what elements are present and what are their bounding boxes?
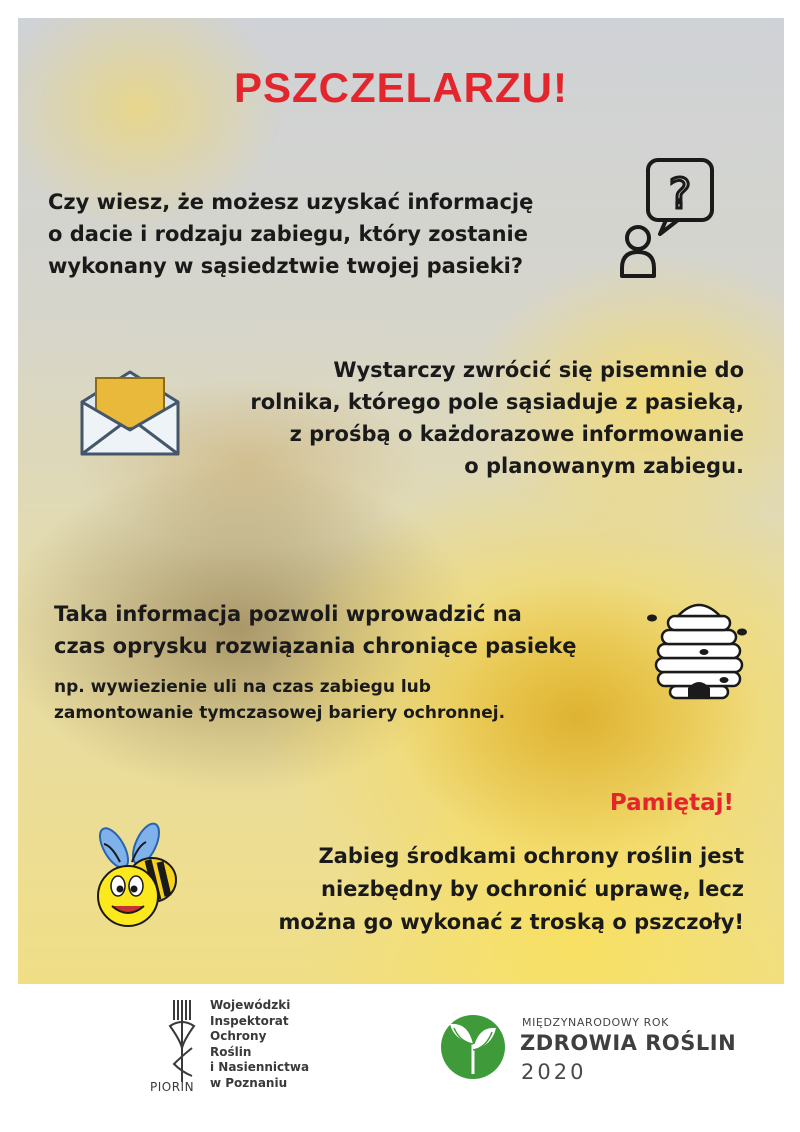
text-line: o dacie i rodzaju zabiegu, który zostanie — [48, 222, 528, 246]
text-line: Wystarczy zwrócić się pisemnie do — [333, 358, 744, 382]
text-line: Roślin — [210, 1044, 252, 1059]
envelope-icon — [78, 368, 182, 458]
closing-paragraph — [279, 840, 745, 939]
example-paragraph — [54, 674, 505, 726]
text-line: np. wywiezienie uli na czas zabiegu lub — [54, 677, 431, 697]
text-line: można go wykonać z troską o pszczoły! — [278, 910, 744, 934]
piorin-brand: PIORIN — [150, 1080, 195, 1094]
text-line: Czy wiesz, że możesz uzyskać informację — [48, 190, 534, 214]
question-paragraph — [48, 186, 533, 282]
beehive-icon — [644, 596, 750, 702]
instruction-paragraph — [250, 354, 744, 482]
text-line: czas oprysku rozwiązania chroniące pasiekę — [54, 634, 577, 658]
svg-text:?: ? — [668, 169, 692, 218]
text-line: i Nasiennictwa — [210, 1060, 310, 1074]
question-person-icon — [616, 156, 720, 282]
text-line: Ochrony — [210, 1029, 267, 1043]
page-title: PSZCZELARZU! — [234, 64, 568, 111]
piorin-name — [210, 998, 309, 1091]
text-line: wykonany w sąsiedztwie twojej pasieki? — [48, 254, 524, 278]
benefit-paragraph — [54, 598, 577, 662]
text-line: Zabieg środkami ochrony roślin jest — [318, 844, 744, 868]
poster-background — [18, 18, 784, 984]
leaf-logo — [440, 1014, 506, 1080]
iyph-line-2: ZDROWIA ROŚLIN — [520, 1031, 737, 1055]
iyph-line-1: MIĘDZYNARODOWY ROK — [522, 1016, 670, 1029]
remember-heading: Pamiętaj! — [609, 790, 734, 816]
text-line: niezbędny by ochronić uprawę, lecz — [321, 877, 744, 901]
cartoon-bee-icon — [90, 818, 190, 934]
text-line: Inspektorat — [210, 1013, 289, 1028]
footer — [0, 984, 800, 1132]
text-line: rolnika, którego pole sąsiaduje z pasieką, — [250, 390, 744, 414]
text-line: Wojewódzki — [210, 998, 291, 1012]
text-line: Taka informacja pozwoli wprowadzić na — [54, 602, 522, 626]
text-line: w Poznaniu — [210, 1075, 288, 1090]
piorin-logo — [162, 998, 202, 1084]
text-line: zamontowanie tymczasowej bariery ochronnej. — [54, 703, 506, 723]
iyph-year: 2020 — [521, 1060, 587, 1084]
text-line: z prośbą o każdorazowe informowanie — [289, 422, 744, 446]
text-line: o planowanym zabiegu. — [464, 454, 744, 478]
